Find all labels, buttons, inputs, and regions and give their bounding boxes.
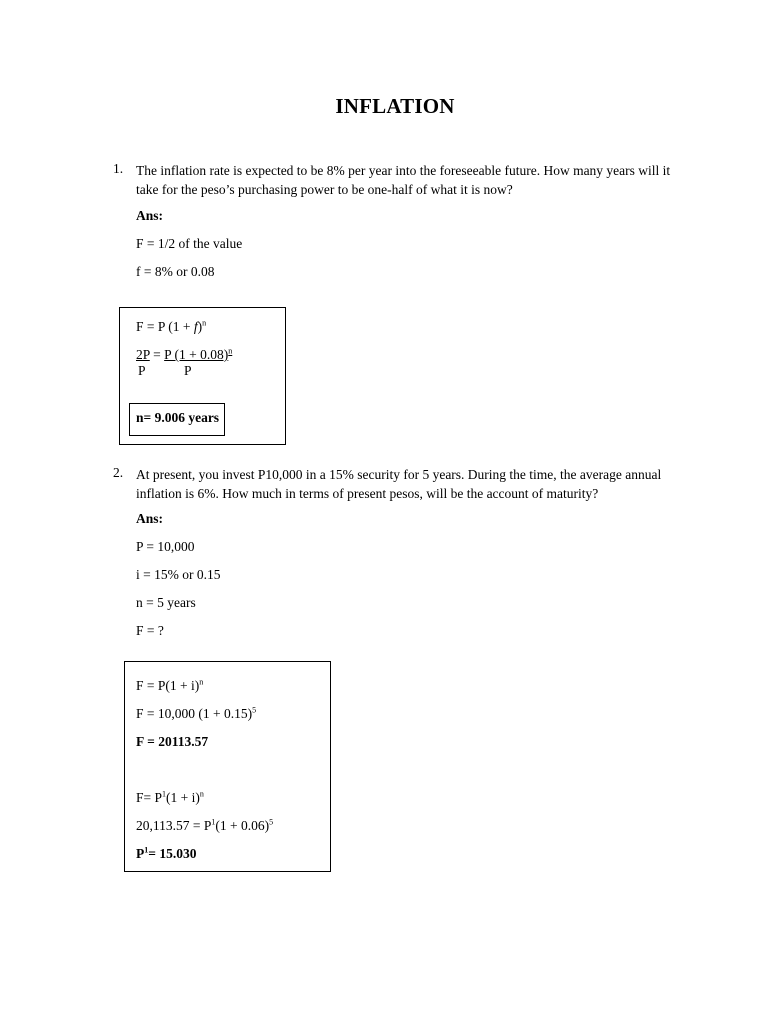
page-title: INFLATION [335, 94, 455, 118]
question-2-ans-label: Ans: [136, 511, 164, 526]
question-1-denominator-left: P [138, 363, 146, 378]
question-2-given-n: n = 5 years [136, 595, 196, 610]
question-1-given-f: F = 1/2 of the value [136, 236, 243, 251]
question-1-text: The inflation rate is expected to be 8% per year into the foreseeable future. How many years will it take for the peso’s purchasing power to be one-half of what it is now? [136, 163, 671, 197]
question-1-result: n= 9.006 years [136, 410, 220, 425]
question-2-result-f: F = 20113.57 [136, 734, 209, 749]
question-2-formula-1: $F = P(1 + i)^n$ [136, 677, 204, 693]
question-1-equation: 2P = P $(1 + 0.08)^n$ [136, 346, 233, 362]
question-1-number: 1. [113, 161, 124, 176]
question-1-ans-label: Ans: [136, 208, 164, 223]
question-2-given-p: P = 10,000 [136, 539, 195, 554]
question-2-substitution-1: F = 10,000 $(1 + 0.15)^5$ [136, 705, 257, 721]
question-2-result-p1: $P^1= 15.030$ [136, 845, 197, 861]
question-2-substitution-2: $20,113.57 = P^1(1 + 0.06)^5$ [136, 817, 274, 833]
question-1-given-rate: f = 8% or 0.08 [136, 264, 215, 279]
question-1-denominator-right: P [184, 363, 192, 378]
question-2-text: At present, you invest P10,000 in a 15% security for 5 years. During the time, the average annual inflation is 6%. How much in terms of present pesos, will be the account of maturity? [136, 467, 662, 501]
question-1-formula: F = P $(1 + f)^n$ [136, 318, 207, 334]
question-2-given-f: F = ? [136, 623, 164, 638]
question-2-formula-2: $F= P^1(1 + i)^n$ [136, 789, 204, 805]
question-2-number: 2. [113, 465, 124, 480]
question-2-given-i: i = 15% or 0.15 [136, 567, 221, 582]
